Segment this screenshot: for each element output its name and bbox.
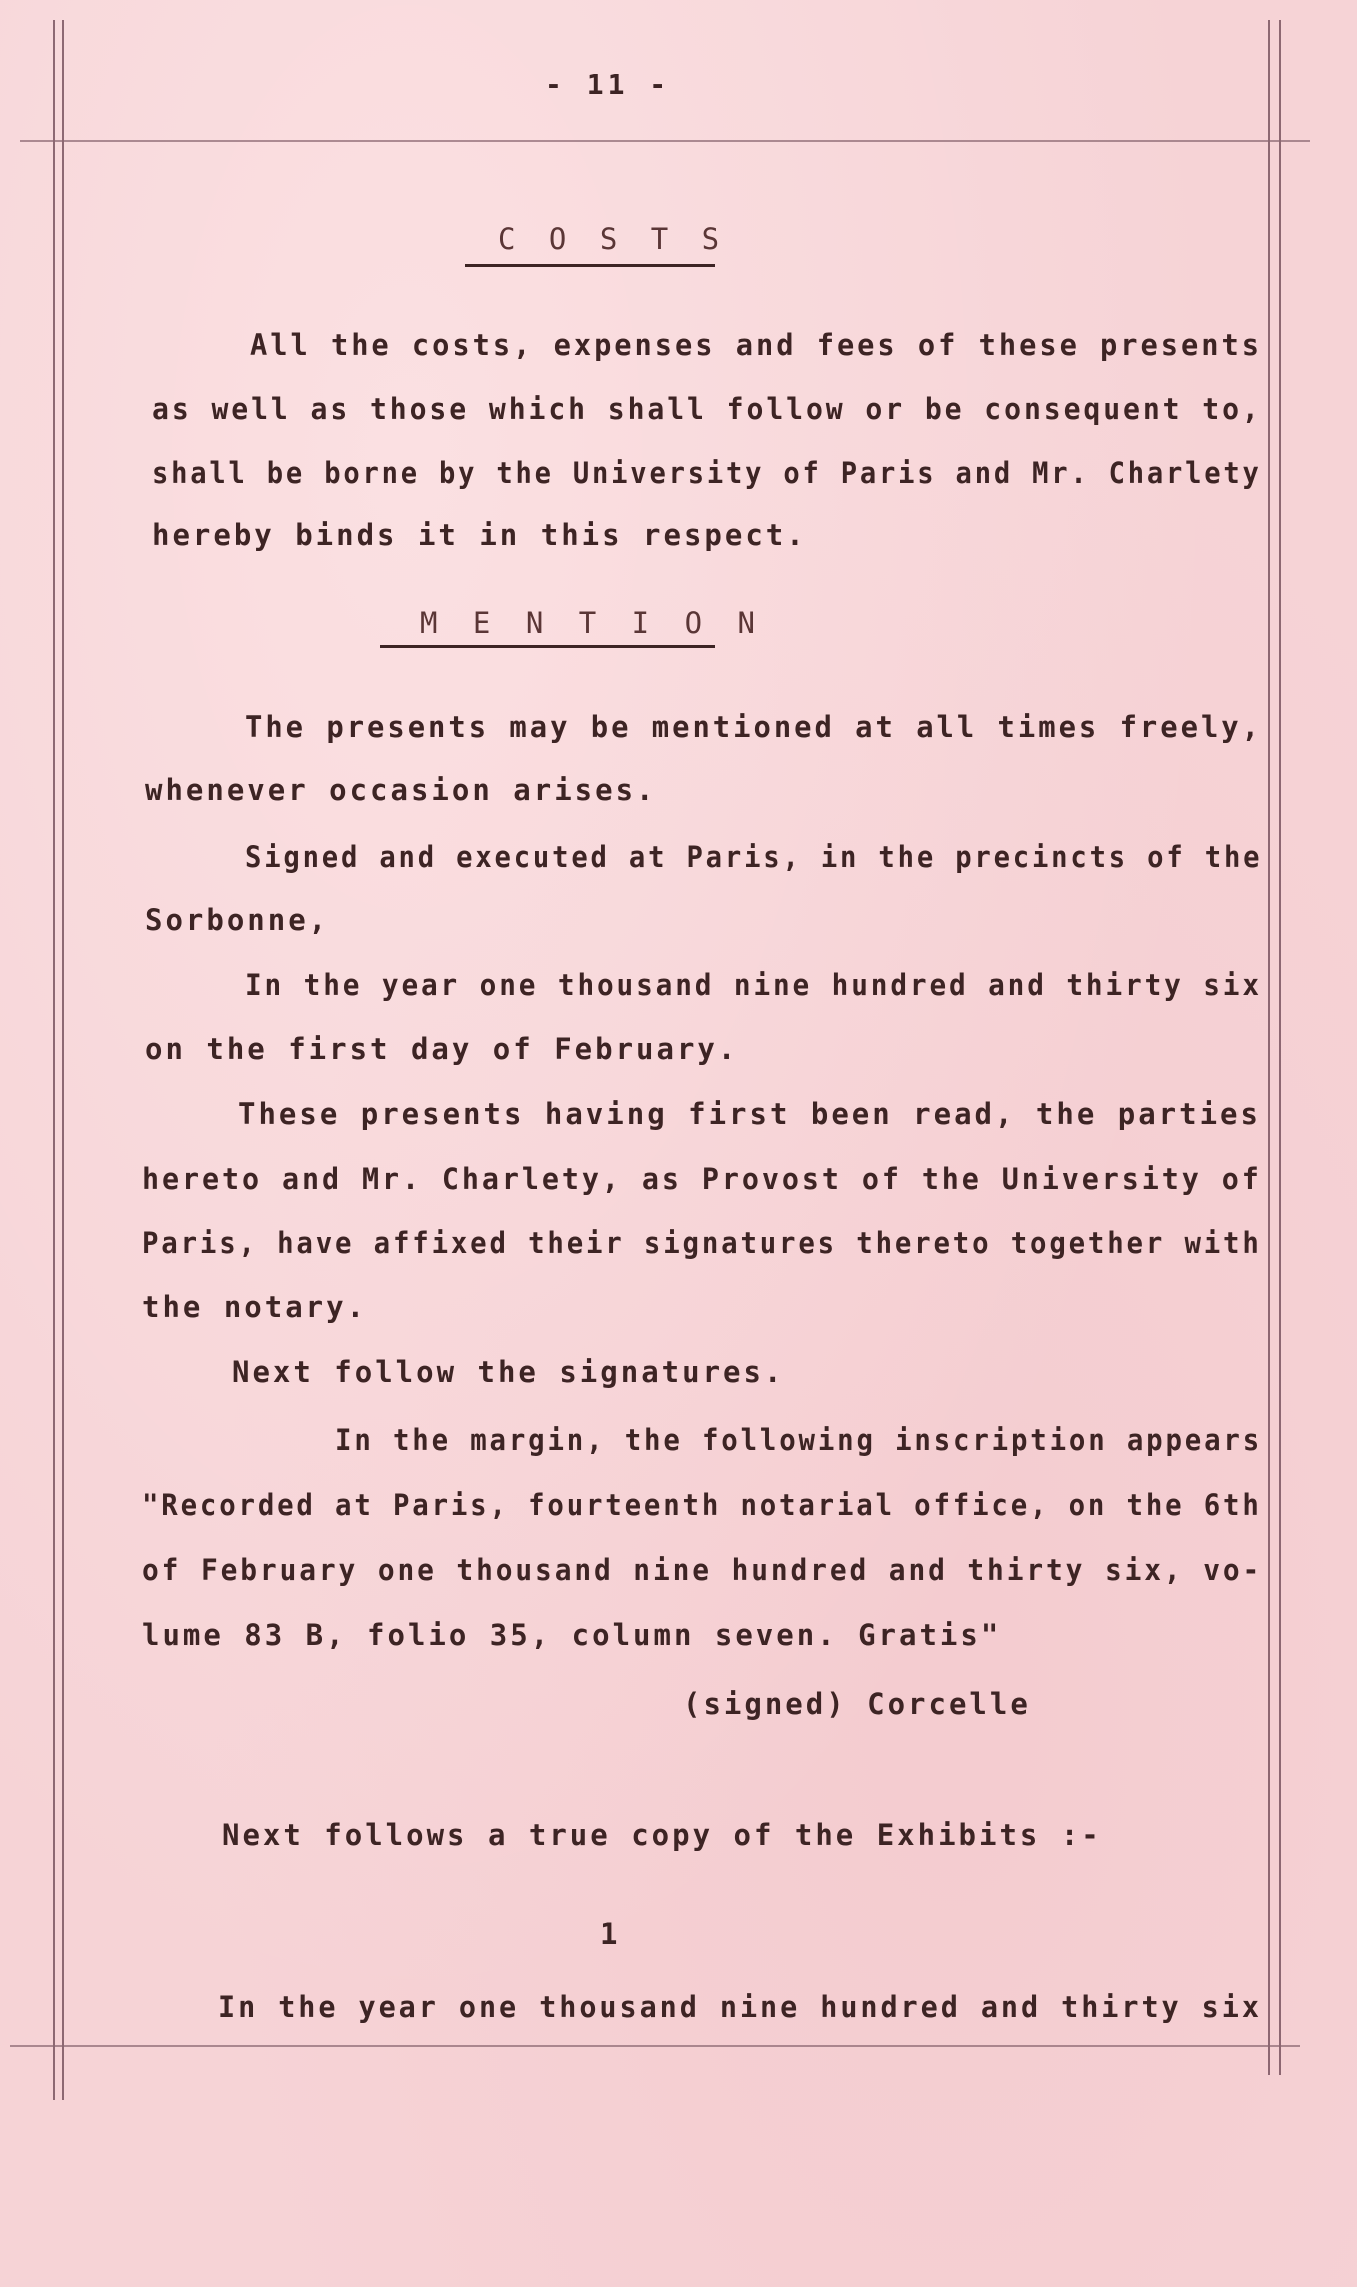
text-line: whenever occasion arises. (145, 773, 657, 807)
text-line: Sorbonne, (145, 903, 330, 937)
left-margin-rule-inner (62, 20, 64, 2100)
text-line: Paris, have affixed their signatures thereto together with (142, 1226, 1262, 1260)
text-line: In the margin, the following inscription appears (335, 1423, 1263, 1457)
text-line: hereby binds it in this respect. (152, 518, 807, 552)
bottom-rule (10, 2045, 1300, 2047)
text-line: Signed and executed at Paris, in the precincts of the (245, 840, 1263, 874)
text-line: 1 (600, 1917, 621, 1951)
text-line: shall be borne by the University of Paris and Mr. Charlety (152, 456, 1262, 490)
text-line: as well as those which shall follow or be consequent to, (152, 392, 1262, 426)
left-margin-rule-outer (53, 20, 55, 2100)
text-line: "Recorded at Paris, fourteenth notarial office, on the 6th (142, 1488, 1262, 1522)
text-line: on the first day of February. (145, 1032, 739, 1066)
page-number: - 11 - (545, 68, 671, 101)
text-line: lume 83 B, folio 35, column seven. Gratis" (142, 1618, 1002, 1652)
right-margin-rule-inner (1268, 20, 1270, 2075)
text-line: These presents having first been read, the parties (238, 1097, 1261, 1131)
text-line: (signed) Corcelle (683, 1687, 1031, 1721)
heading-mention: M E N T I O N (420, 606, 764, 640)
text-line: the notary. (142, 1290, 368, 1324)
text-line: Next follow the signatures. (232, 1355, 785, 1389)
top-rule (20, 140, 1310, 142)
text-line: In the year one thousand nine hundred and thirty six (245, 968, 1262, 1002)
heading-costs-underline (465, 264, 715, 267)
text-line: The presents may be mentioned at all times freely, (245, 710, 1262, 744)
right-margin-rule-outer (1279, 20, 1281, 2075)
text-line: All the costs, expenses and fees of these presents (250, 328, 1262, 362)
heading-mention-underline (380, 645, 715, 648)
text-line: Next follows a true copy of the Exhibits :- (222, 1818, 1102, 1852)
heading-costs: C O S T S (498, 222, 728, 256)
text-line: In the year one thousand nine hundred and thirty six (218, 1990, 1262, 2024)
text-line: of February one thousand nine hundred and thirty six, vo- (142, 1553, 1263, 1587)
text-line: hereto and Mr. Charlety, as Provost of the University of (142, 1162, 1262, 1196)
